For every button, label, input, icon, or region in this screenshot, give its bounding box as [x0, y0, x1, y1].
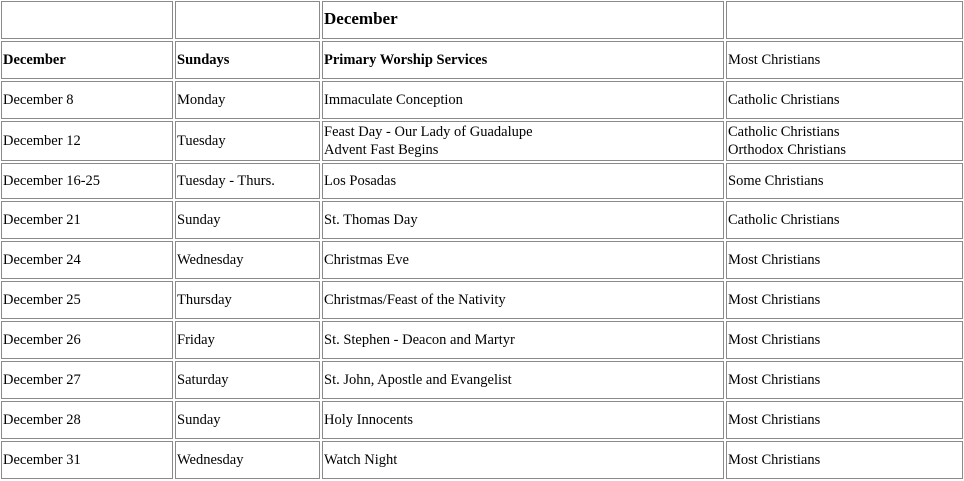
empty-cell — [1, 1, 173, 39]
service-cell — [322, 121, 724, 161]
observers-line: Most Christians — [728, 332, 821, 348]
header-date: December — [1, 41, 173, 79]
table-row — [1, 321, 963, 359]
observers-cell — [726, 241, 963, 279]
day-cell: Tuesday - Thurs. — [175, 163, 320, 199]
observers-cell — [726, 401, 963, 439]
header-day: Sundays — [175, 41, 320, 79]
service-cell — [322, 241, 724, 279]
observers-line: Catholic Christians — [728, 92, 840, 108]
observers-line: Catholic Christians — [728, 212, 840, 228]
service-cell — [322, 441, 724, 479]
observers-line: Catholic Christians — [728, 124, 840, 140]
service-line: Immaculate Conception — [324, 92, 463, 108]
table-row — [1, 441, 963, 479]
service-cell — [322, 163, 724, 199]
table-row — [1, 401, 963, 439]
day-cell: Thursday — [175, 281, 320, 319]
table-title: December — [322, 1, 724, 39]
date-cell: December 21 — [1, 201, 173, 239]
service-line: Advent Fast Begins — [324, 142, 439, 158]
observers-line: Most Christians — [728, 252, 821, 268]
service-cell — [322, 361, 724, 399]
date-cell: December 12 — [1, 121, 173, 161]
service-line: Feast Day - Our Lady of Guadalupe — [324, 124, 533, 140]
table-row — [1, 121, 963, 161]
date-cell: December 25 — [1, 281, 173, 319]
table-row — [1, 81, 963, 119]
table-row — [1, 281, 963, 319]
date-cell: December 31 — [1, 441, 173, 479]
service-cell — [322, 321, 724, 359]
observers-cell — [726, 361, 963, 399]
observers-cell — [726, 121, 963, 161]
day-cell: Sunday — [175, 401, 320, 439]
table-row — [1, 241, 963, 279]
date-cell: December 27 — [1, 361, 173, 399]
service-line: St. John, Apostle and Evangelist — [324, 372, 512, 388]
day-cell: Monday — [175, 81, 320, 119]
observers-line: Most Christians — [728, 412, 821, 428]
service-line: St. Thomas Day — [324, 212, 418, 228]
table-body — [1, 1, 963, 479]
service-cell — [322, 401, 724, 439]
observers-line: Most Christians — [728, 372, 821, 388]
service-line: Christmas Eve — [324, 252, 409, 268]
header-service: Primary Worship Services — [322, 41, 724, 79]
day-cell: Wednesday — [175, 441, 320, 479]
observers-line: Some Christians — [728, 173, 824, 189]
service-line: Christmas/Feast of the Nativity — [324, 292, 506, 308]
observers-cell — [726, 281, 963, 319]
service-line: St. Stephen - Deacon and Martyr — [324, 332, 515, 348]
service-cell — [322, 281, 724, 319]
day-cell: Wednesday — [175, 241, 320, 279]
service-line: Los Posadas — [324, 173, 397, 189]
service-line: Holy Innocents — [324, 412, 413, 428]
empty-cell — [726, 1, 963, 39]
observers-cell — [726, 81, 963, 119]
observers-line: Orthodox Christians — [728, 142, 847, 158]
observers-line: Most Christians — [728, 292, 821, 308]
table-row — [1, 201, 963, 239]
table-row — [1, 163, 963, 199]
observers-cell — [726, 441, 963, 479]
day-cell: Friday — [175, 321, 320, 359]
date-cell: December 24 — [1, 241, 173, 279]
table-title-row — [1, 1, 963, 39]
date-cell: December 16-25 — [1, 163, 173, 199]
service-line: Watch Night — [324, 452, 398, 468]
observers-cell — [726, 163, 963, 199]
empty-cell — [175, 1, 320, 39]
service-cell — [322, 81, 724, 119]
day-cell: Saturday — [175, 361, 320, 399]
table-row — [1, 361, 963, 399]
observers-line: Most Christians — [728, 452, 821, 468]
observers-cell — [726, 201, 963, 239]
service-cell — [322, 201, 724, 239]
day-cell: Sunday — [175, 201, 320, 239]
date-cell: December 26 — [1, 321, 173, 359]
date-cell: December 28 — [1, 401, 173, 439]
observers-cell — [726, 321, 963, 359]
table-header-row — [1, 41, 963, 79]
date-cell: December 8 — [1, 81, 173, 119]
header-observers: Most Christians — [726, 41, 963, 79]
day-cell: Tuesday — [175, 121, 320, 161]
